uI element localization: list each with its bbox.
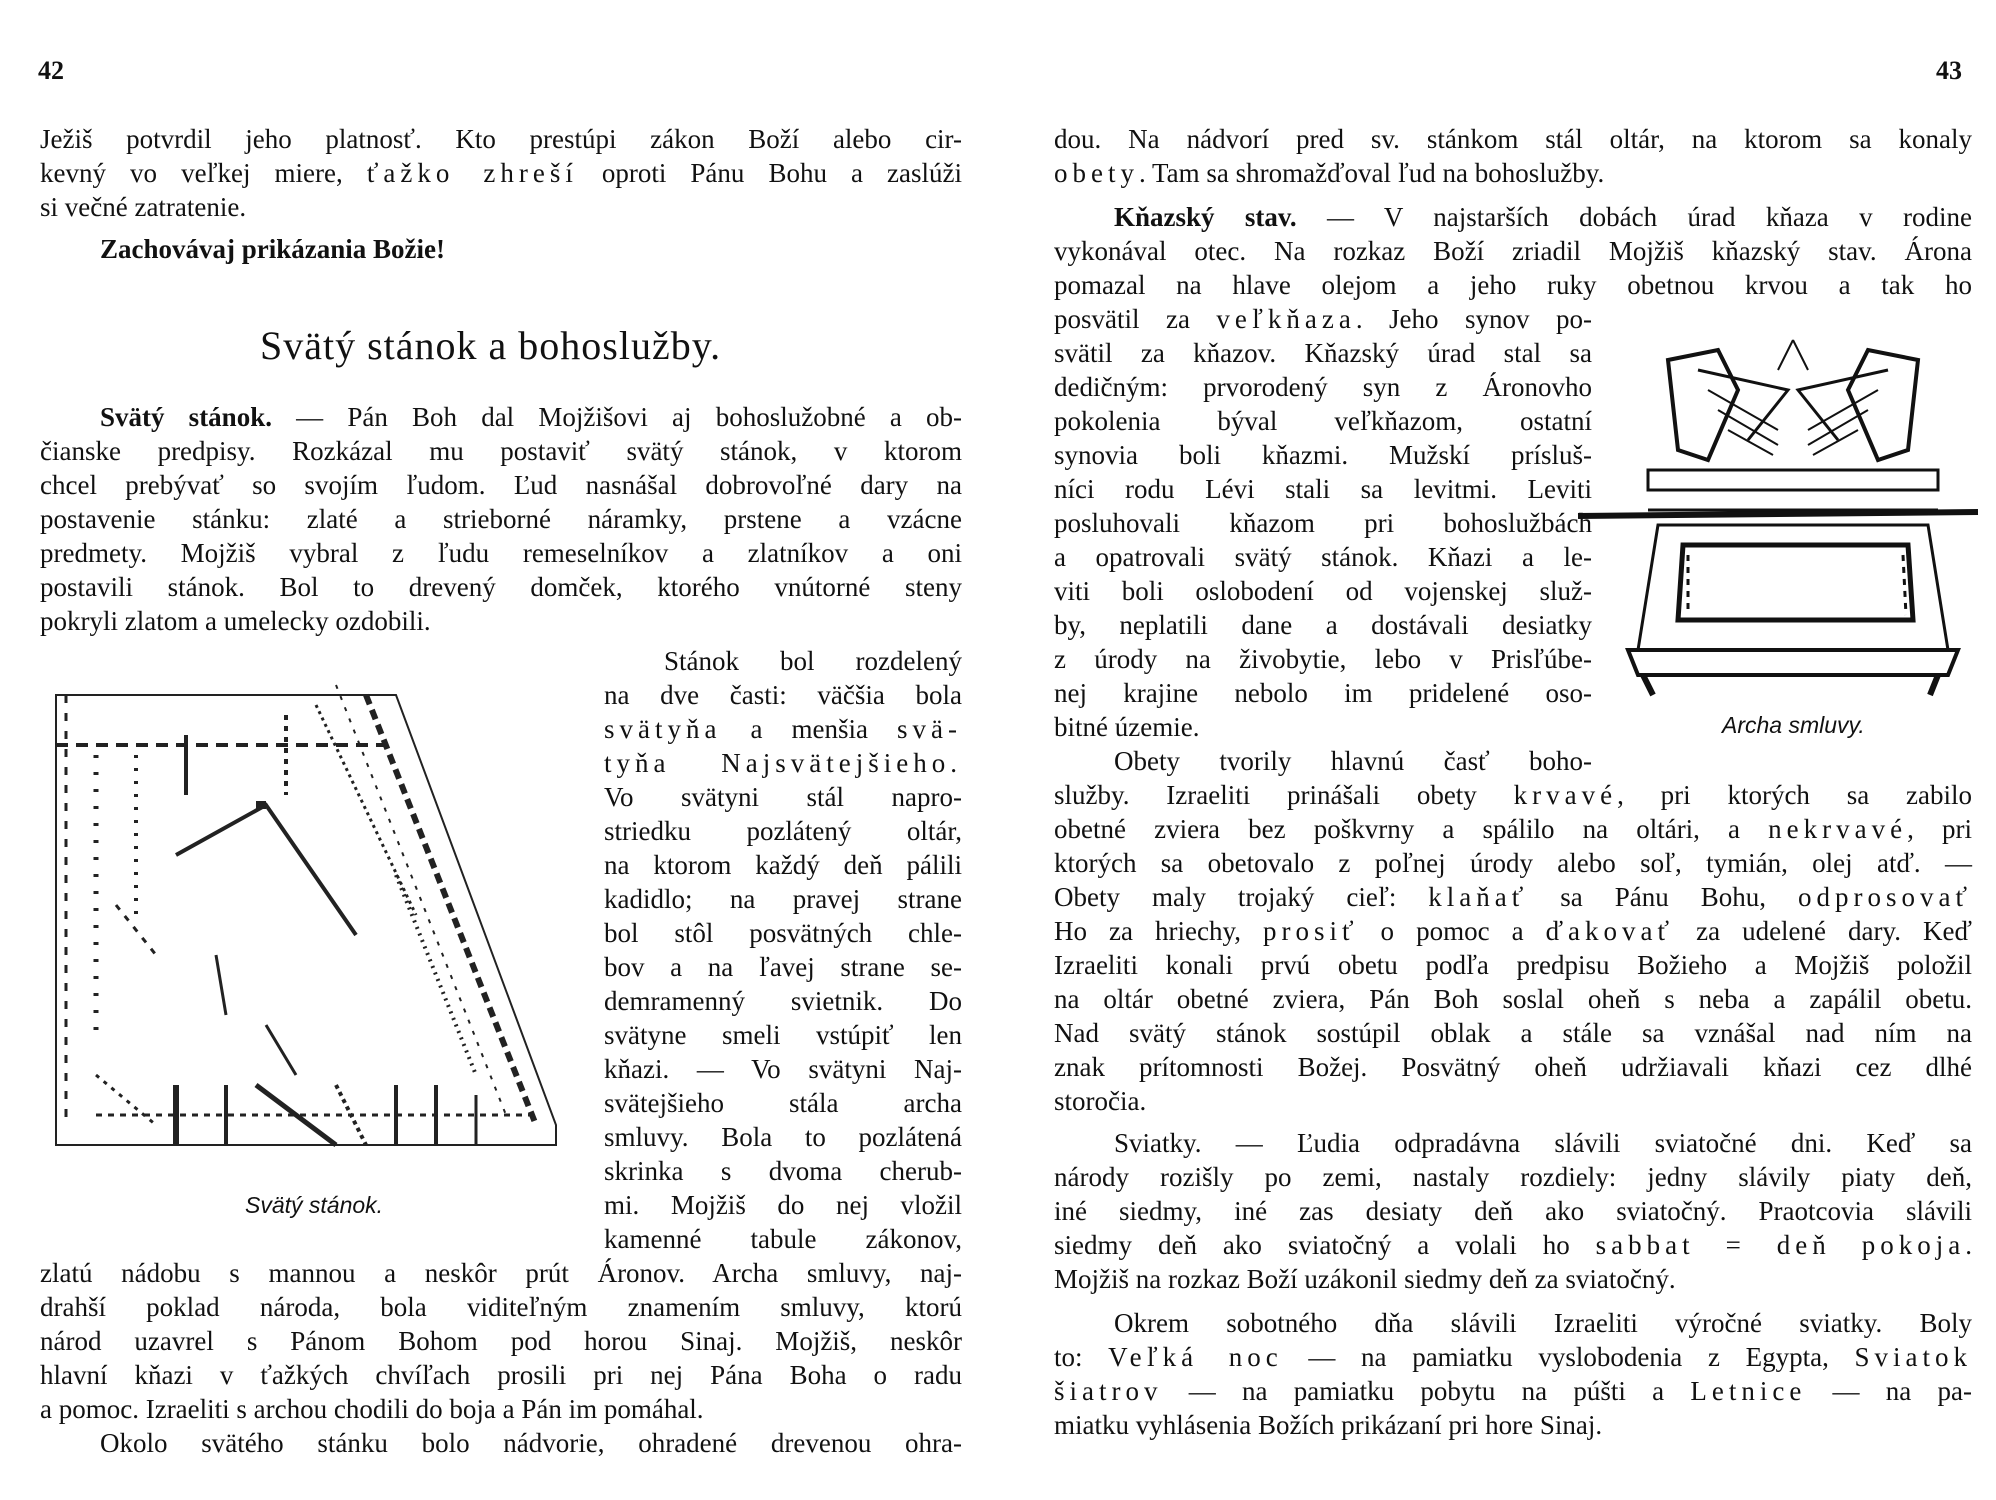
text-line: Okolo svätého stánku bolo nádvorie, ohradené drevenou ohra- [100, 1428, 962, 1458]
text-line: kňazi. — Vo svätyni Naj- [604, 1054, 962, 1084]
text-line: národ uzavrel s Pánom Bohom pod horou Sinaj. Mojžiš, neskôr [40, 1326, 962, 1356]
text-line: znak prítomnosti Božej. Posvätný oheň udržiavali kňazi cez dlhé [1054, 1052, 1972, 1082]
text-line: drahší poklad národa, bola viditeľným znamením smluvy, ktorú [40, 1292, 962, 1322]
text-line: Kňazský stav. — V najstarších dobách úrad kňaza v rodine [1114, 202, 1972, 232]
text-line: kamenné tabule zákonov, [604, 1224, 962, 1254]
text-line: dou. Na nádvorí pred sv. stánkom stál oltár, na ktorom sa konaly [1054, 124, 1972, 154]
paragraph-heading: Sviatky. [1114, 1128, 1202, 1158]
right-page [998, 0, 1996, 1500]
text-line: obetné zviera bez poškvrny a spálilo na oltári, a nekrvavé, pri [1054, 814, 1972, 844]
text-line: smluvy. Bola to pozlátená [604, 1122, 962, 1152]
text-line: bitné územie. [1054, 712, 1200, 742]
text-line: si večné zatratenie. [40, 192, 247, 222]
text-line: služby. Izraeliti prinášali obety krvavé, pri ktorých sa zabilo [1054, 780, 1973, 810]
text-line: čianske predpisy. Rozkázal mu postaviť svätý stánok, v ktorom [40, 436, 962, 466]
section-title: Svätý stánok a bohoslužby. [260, 323, 722, 368]
page-number-right: 43 [1936, 56, 1962, 85]
text-line: z úrody na živobytie, lebo v Prisľúbe- [1054, 644, 1592, 674]
text-line: predmety. Mojžiš vybral z ľudu remeselníkov a zlatníkov a oni [40, 538, 962, 568]
text-line: pomazal na hlave olejom a jeho ruky obetnou krvou a tak ho [1054, 270, 1972, 300]
ark-caption: Archa smluvy. [1722, 712, 1865, 738]
text-line: svätil za kňazov. Kňazský úrad stal sa [1054, 338, 1592, 368]
text-line: svätyne smeli vstúpiť len [604, 1020, 962, 1050]
text-line: to: Veľká noc — na pamiatku vyslobodenia z Egypta, Sviatok [1054, 1342, 1972, 1372]
text-line: Obety maly trojaký cieľ: klaňať sa Pánu Bohu, odprosovať [1054, 882, 1972, 912]
text-line: na dve časti: väčšia bola [604, 680, 962, 710]
text-line: storočia. [1054, 1086, 1147, 1116]
text-line: posvätil za veľkňaza. Jeho synov po- [1054, 304, 1592, 334]
text-line: postavenie stánku: zlaté a strieborné náramky, prstene a vzácne [40, 504, 962, 534]
text-line: Nad svätý stánok sostúpil oblak a stále sa vznášal nad ním na [1054, 1018, 1972, 1048]
text-line: zlatú nádobu s mannou a neskôr prút Áronov. Archa smluvy, naj- [40, 1258, 962, 1288]
text-line: a opatrovali svätý stánok. Kňazi a le- [1054, 542, 1592, 572]
text-line: níci rodu Lévi stali sa levitmi. Leviti [1054, 474, 1592, 504]
text-line: hlavní kňazi v ťažkých chvíľach prosili pri nej Pána Boha o radu [40, 1360, 962, 1390]
text-line: synovia boli kňazmi. Mužskí prísluš- [1054, 440, 1592, 470]
text-line: by, neplatili dane a dostávali desiatky [1054, 610, 1592, 640]
text-line: striedku pozlátený oltár, [604, 816, 962, 846]
text-line: ktorých sa obetovalo z poľnej úrody alebo soľ, tymián, olej atď. — [1054, 848, 1972, 878]
text-line: na oltár obetné zviera, Pán Boh soslal oheň s neba a zapálil obetu. [1054, 984, 1972, 1014]
text-line: Stánok bol rozdelený [664, 646, 962, 676]
text-line: Svätý stánok. — Pán Boh dal Mojžišovi aj bohoslužobné a ob- [100, 402, 963, 432]
text-line: posluhovali kňazom pri bohoslužbách [1054, 508, 1592, 538]
text-line: kevný vo veľkej miere, ťažko zhreší oproti Pánu Bohu a zaslúži [40, 158, 962, 188]
text-line: tyňa Najsvätejšieho. [604, 748, 962, 778]
text-line: Mojžiš na rozkaz Boží uzákonil siedmy deň za sviatočný. [1054, 1264, 1676, 1294]
text-line: bol stôl posvätných chle- [604, 918, 962, 948]
tabernacle-illustration [36, 655, 576, 1165]
text-line: Okrem sobotného dňa slávili Izraeliti výročné sviatky. Boly [1114, 1308, 1972, 1338]
exhortation: Zachovávaj prikázania Božie! [100, 234, 445, 264]
text-line: viti boli oslobodení od vojenskej služ- [1054, 576, 1592, 606]
figure-caption: Svätý stánok. [245, 1192, 384, 1218]
text-line: iné siedmy, iné zas desiaty deň ako sviatočný. Praotcovia slávili [1054, 1196, 1972, 1226]
text-line: mi. Mojžiš do nej vložil [604, 1190, 962, 1220]
text-line: vykonával otec. Na rozkaz Boží zriadil Mojžiš kňazský stav. Árona [1054, 236, 1972, 266]
text-line: kadidlo; na pravej strane [604, 884, 962, 914]
text-line: bov a na ľavej strane se- [604, 952, 962, 982]
paragraph-heading: Kňazský stav. [1114, 202, 1297, 232]
text-line: obety. Tam sa shromažďoval ľud na bohoslužby. [1054, 158, 1605, 188]
text-line: siedmy deň ako sviatočný a volali ho sabbat = deň pokoja. [1054, 1230, 1972, 1260]
text-line: šiatrov — na pamiatku pobytu na púšti a Letnice — na pa- [1054, 1376, 1972, 1406]
text-line: nej krajine nebolo im pridelené oso- [1054, 678, 1592, 708]
ark-illustration [1608, 330, 1978, 710]
text-line: národy rozišly po zemi, nastaly rozdiely: jedny slávily piaty deň, [1054, 1162, 1972, 1192]
text-line: miatku vyhlásenia Božích prikázaní pri hore Sinaj. [1054, 1410, 1603, 1440]
paragraph-heading: Svätý stánok. [100, 402, 272, 432]
text-line: svätejšieho stála archa [604, 1088, 962, 1118]
text-line: Ho za hriechy, prosiť o pomoc a ďakovať za udelené dary. Keď [1054, 916, 1972, 946]
page-number-left: 42 [38, 56, 64, 85]
text-line: a pomoc. Izraeliti s archou chodili do boja a Pán im pomáhal. [40, 1394, 704, 1424]
text-line: dedičným: prvorodený syn z Áronovho [1054, 372, 1592, 402]
text-line: demramenný svietnik. Do [604, 986, 962, 1016]
text-line: pokryli zlatom a umelecky ozdobili. [40, 606, 431, 636]
text-line: skrinka s dvoma cherub- [604, 1156, 962, 1186]
text-line: Sviatky. — Ľudia odpradávna slávili sviatočné dni. Keď sa [1114, 1128, 1973, 1158]
text-line: pokolenia býval veľkňazom, ostatní [1054, 406, 1592, 436]
text-line: Vo svätyni stál napro- [604, 782, 962, 812]
text-line: postavili stánok. Bol to drevený domček, ktorého vnútorné steny [40, 572, 962, 602]
text-line: Ježiš potvrdil jeho platnosť. Kto prestúpi zákon Boží alebo cir- [40, 124, 962, 154]
text-line: chcel prebývať so svojím ľudom. Ľud nasnášal dobrovoľné dary na [40, 470, 962, 500]
text-line: Izraeliti konali prvú obetu podľa predpisu Božieho a Mojžiš položil [1054, 950, 1972, 980]
text-line: Obety tvorily hlavnú časť boho- [1114, 746, 1592, 776]
text-line: na ktorom každý deň pálili [604, 850, 962, 880]
text-line: svätyňa a menšia svä- [604, 714, 962, 744]
